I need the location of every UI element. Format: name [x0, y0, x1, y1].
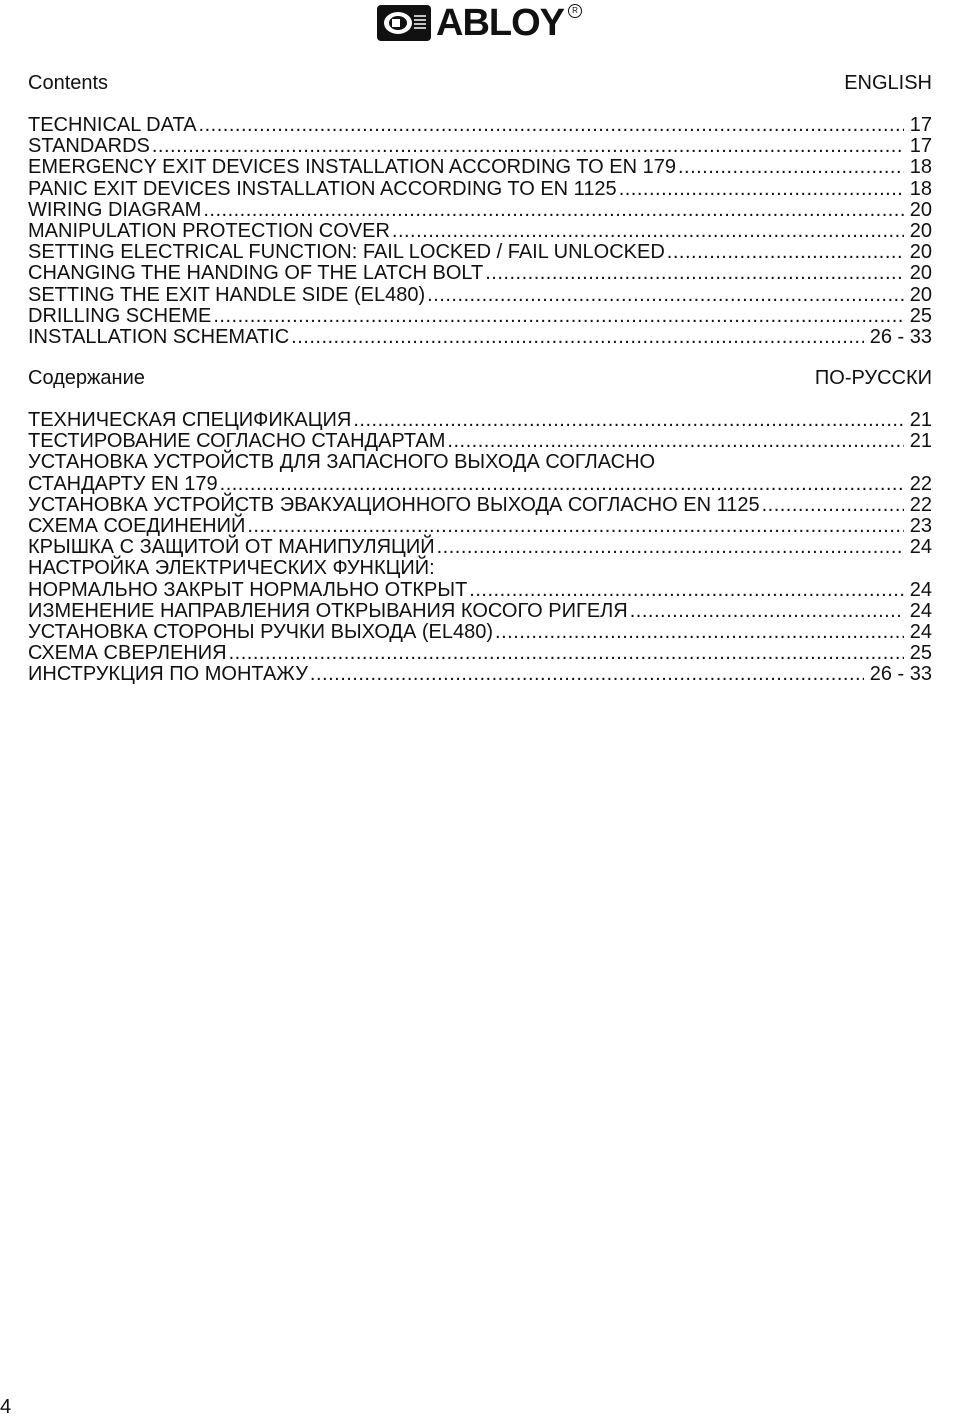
toc-entry-title: PANIC EXIT DEVICES INSTALLATION ACCORDING TO EN 1125 [28, 177, 617, 200]
toc-entry-page: 22 [909, 472, 932, 495]
toc-entry-title: STANDARDS [28, 135, 150, 158]
dot-leader [495, 622, 904, 643]
toc-entry [28, 664, 932, 685]
toc-entry-page: 20 [909, 241, 932, 264]
toc-entry [28, 306, 932, 327]
dot-leader [247, 516, 903, 537]
dot-leader [291, 327, 864, 348]
toc-entry-page: 25 [909, 642, 932, 665]
toc-entry-page: 26 - 33 [869, 325, 932, 348]
toc-entry [28, 200, 932, 221]
toc-entry [28, 431, 932, 452]
contents-page [28, 70, 932, 703]
toc-entry-title: НОРМАЛЬНО ЗАКРЫТ НОРМАЛЬНО ОТКРЫТ [28, 578, 468, 601]
toc-entry [28, 115, 932, 136]
dot-leader [437, 537, 904, 558]
dot-leader [678, 157, 904, 178]
toc-entry [28, 410, 932, 431]
toc-entry-title: ИЗМЕНЕНИЕ НАПРАВЛЕНИЯ ОТКРЫВАНИЯ КОСОГО РИГЕЛЯ [28, 599, 628, 622]
toc-entry-page: 20 [909, 262, 932, 285]
toc-entry-title: УСТАНОВКА УСТРОЙСТВ ЭВАКУАЦИОННОГО ВЫХОДА СОГЛАСНО EN 1125 [28, 493, 760, 516]
toc-entry-page: 23 [909, 515, 932, 537]
dot-leader [619, 179, 904, 200]
dot-leader [310, 664, 864, 685]
toc-entry-page: 21 [909, 430, 932, 453]
dot-leader [229, 643, 904, 664]
toc-entry-title: EMERGENCY EXIT DEVICES INSTALLATION ACCORDING TO EN 179 [28, 156, 676, 179]
toc-entry [28, 285, 932, 306]
toc-entry-page: 21 [909, 409, 932, 432]
toc-entry [28, 643, 932, 664]
contents-heading: Contents [28, 72, 109, 94]
abloy-key-icon [376, 4, 432, 42]
toc-entry [28, 495, 932, 516]
toc-entry [28, 157, 932, 178]
toc-entry [28, 221, 932, 242]
contents-heading-russian: Содержание [28, 367, 145, 390]
dot-leader [667, 242, 904, 263]
dot-leader [203, 200, 903, 221]
logo-text: ABLOY [436, 2, 564, 44]
english-toc [28, 115, 932, 348]
dot-leader [469, 580, 903, 601]
toc-entry-page: 20 [909, 219, 932, 242]
toc-entry-page: 25 [909, 304, 932, 327]
toc-entry-title: СХЕМА СОЕДИНЕНИЙ [28, 515, 246, 537]
language-label-russian: ПО-РУССКИ [814, 367, 932, 390]
toc-entry-title: SETTING ELECTRICAL FUNCTION: FAIL LOCKED / FAIL UNLOCKED [28, 241, 665, 264]
toc-entry-page: 24 [909, 536, 932, 559]
language-label-english: ENGLISH [844, 72, 932, 94]
toc-entry-title: MANIPULATION PROTECTION COVER [28, 219, 390, 242]
toc-entry-page: 18 [909, 156, 932, 179]
toc-entry-title: ТЕСТИРОВАНИЕ СОГЛАСНО СТАНДАРТАМ [28, 430, 446, 453]
toc-entry-title: СХЕМА СВЕРЛЕНИЯ [28, 642, 227, 665]
toc-entry-title: CHANGING THE HANDING OF THE LATCH BOLT [28, 262, 484, 285]
russian-section-header [28, 365, 932, 391]
dot-leader [199, 115, 904, 136]
toc-entry-title: INSTALLATION SCHEMATIC [28, 325, 290, 348]
toc-entry-title-line: НАСТРОЙКА ЭЛЕКТРИЧЕСКИХ ФУНКЦИЙ: [28, 557, 435, 580]
toc-entry-title: ТЕХНИЧЕСКАЯ СПЕЦИФИКАЦИЯ [28, 409, 352, 432]
toc-entry-title-line: УСТАНОВКА УСТРОЙСТВ ДЛЯ ЗАПАСНОГО ВЫХОДА СОГЛАСНО [28, 451, 656, 474]
dot-leader [152, 136, 904, 157]
toc-entry-page: 24 [909, 599, 932, 622]
toc-entry [28, 558, 932, 600]
toc-entry-page: 20 [909, 283, 932, 306]
toc-entry-title: КРЫШКА С ЗАЩИТОЙ ОТ МАНИПУЛЯЦИЙ [28, 536, 435, 559]
english-section-header [28, 70, 932, 96]
abloy-logo [376, 3, 584, 43]
toc-entry-page: 20 [909, 198, 932, 221]
toc-entry [28, 327, 932, 348]
toc-entry [28, 242, 932, 263]
toc-entry [28, 601, 932, 622]
dot-leader [392, 221, 904, 242]
toc-entry [28, 263, 932, 284]
toc-entry-page: 24 [909, 620, 932, 643]
dot-leader [447, 431, 903, 452]
russian-toc [28, 410, 932, 685]
dot-leader [630, 601, 904, 622]
toc-entry-title: DRILLING SCHEME [28, 304, 212, 327]
toc-entry-page: 18 [909, 177, 932, 200]
toc-entry-page: 17 [909, 114, 932, 136]
toc-entry [28, 622, 932, 643]
toc-entry-page: 22 [909, 493, 932, 516]
dot-leader [213, 306, 903, 327]
toc-entry-title: СТАНДАРТУ EN 179 [28, 472, 218, 495]
toc-entry-title: SETTING THE EXIT HANDLE SIDE (EL480) [28, 283, 426, 306]
toc-entry-page: 17 [909, 135, 932, 158]
toc-entry [28, 516, 932, 537]
toc-entry [28, 452, 932, 494]
toc-entry-title: ИНСТРУКЦИЯ ПО МОНТАЖУ [28, 663, 308, 686]
toc-entry [28, 136, 932, 157]
toc-entry-title: TECHNICAL DATA [28, 114, 197, 136]
registered-mark: R [568, 4, 582, 18]
toc-entry [28, 179, 932, 200]
toc-entry-page: 24 [909, 578, 932, 601]
dot-leader [220, 474, 904, 495]
toc-entry [28, 537, 932, 558]
toc-entry-title: WIRING DIAGRAM [28, 198, 202, 221]
page-number: 4 [0, 1396, 12, 1418]
toc-entry-title: УСТАНОВКА СТОРОНЫ РУЧКИ ВЫХОДА (EL480) [28, 620, 494, 643]
dot-leader [353, 410, 903, 431]
dot-leader [427, 285, 904, 306]
toc-entry-page: 26 - 33 [869, 663, 932, 686]
dot-leader [762, 495, 904, 516]
dot-leader [485, 263, 904, 284]
